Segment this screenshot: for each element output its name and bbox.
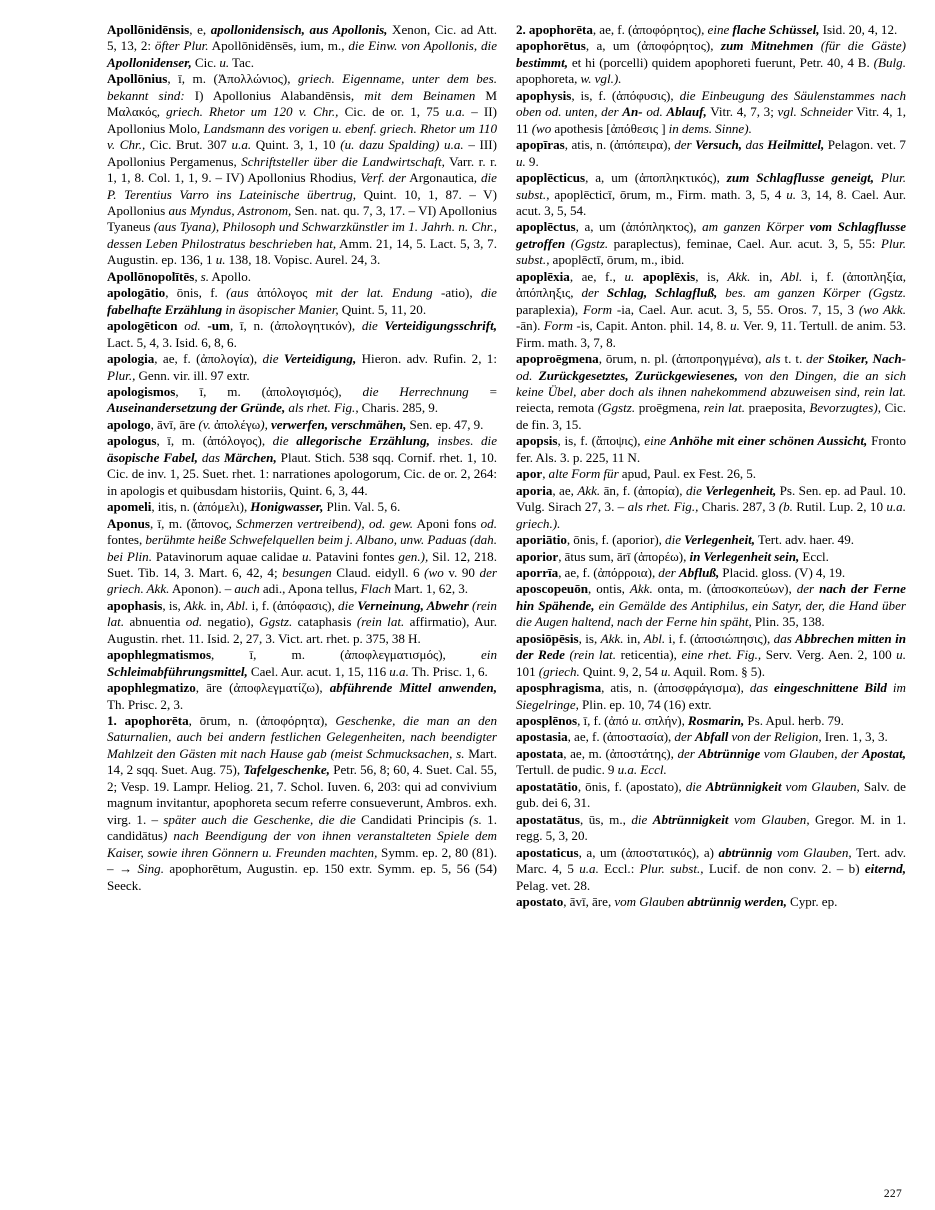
dictionary-entry: apophasis, is, Akk. in, Abl. i, f. (ἀπόφασις), die Verneinung, Abwehr (rein lat. abnuentia od. negatio), Ggstz. cataphasis (rein lat. affirmatio), Aur. Augustin. rhet. 11. Isid. 2, 27, 3. Vict. art. rhet. p. 375, 38 H. (107, 597, 497, 646)
dictionary-entry: apoplēcticus, a, um (ἀποπληκτικός), zum Schlagflusse geneigt, Plur. subst., apoplēcticī, ōrum, m., Firm. math. 3, 5, 4 u. 3, 14, 8. Cael. Aur. acut. 3, 5, 54. (516, 170, 907, 218)
dictionary-entry: aporrīa, ae, f. (ἀπόρροια), der Abfluß, Placid. gloss. (V) 4, 19. (516, 564, 846, 580)
dictionary-entry: apostasia, ae, f. (ἀποστασία), der Abfall von der Religion, Iren. 1, 3, 3. (516, 729, 888, 745)
dictionary-entry: apoplēctus, a, um (ἀπόπληκτος), am ganzen Körper vom Schlagflusse getroffen (Ggstz. paraplectus), feminae, Cael. Aur. acut. 3, 5, 55: Plur. subst., apoplēctī, ōrum, m., ibid. (516, 219, 907, 268)
dictionary-entry: apoplēxia, ae, f., u. apoplēxis, is, Akk. in, Abl. i, f. (ἀποπληξία, ἀπόπληξις, der Schlag, Schlagfluß, bes. am ganzen Körper (Ggstz. paraplexia), Form -ia, Cael. Aur. acut. 3, 5, 55. Oros. 7, 15, 3 (wo Akk. -ān). Form -is, Capit. Anton. phil. 14, 8. u. Ver. 9, 11. Tertull. de anim. 53. Firm. math. 3, 7, 8. (516, 268, 907, 350)
dictionary-entry: aposcopeuōn, ontis, Akk. onta, m. (ἀποσκοπεύων), der nach der Ferne hin Spähende, ein Gemälde des Antiphilus, ein Satyr, der, die Hand über die Augen haltend, nach der Ferne hin späht, Plin. 35, 138. (516, 581, 906, 630)
left-text-column (107, 22, 497, 894)
dictionary-entry: apologātio, ōnis, f. (aus ἀπόλογος mit der lat. Endung -atio), die fabelhafte Erzählung in äsopischer Manier, Quint. 5, 11, 20. (107, 285, 497, 317)
dictionary-entry: apopsis, is, f. (ἄποψις), eine Anhöhe mit einer schönen Aussicht, Fronto fer. Als. 3. p. 225, 11 N. (516, 433, 907, 465)
dictionary-entry: 1. apophorēta, ōrum, n. (ἀποφόρητα), Geschenke, die man an den Saturnalien, auch bei andern festlichen Gelegenheiten, nach beendigter Mahlzeit den Gästen mit nach Hause gab (meist Schmucksachen, s. Mart. 14, 2 sqq. Suet. Aug. 75), Tafelgeschenke, Petr. 56, 8; 60, 4. Suet. Cal. 55, 2; Vesp. 19. Lampr. Heliog. 21, 7. Schol. Iuven. 6, 203: qui ad convivium magnum invitantur, apophoreta secum referre consueverunt, Ambros. exh. virg. 1. – später auch die Geschenke, die die Candidati Principis (s. 1. candidātus) nach Beendigung der von ihnen veranstalteten Spiele dem Kaiser, sowie ihren Gönnern u. Freunden machten, Symm. ep. 2, 80 (81). – → Sing. apophorētum, Augustin. ep. 150 extr. Symm. ep. 5, 56 (54) Seeck. (107, 713, 497, 893)
dictionary-entry: aposphragisma, atis, n. (ἀποσφράγισμα), das eingeschnittene Bild im Siegelringe, Plin. ep. 10, 74 (16) extr. (516, 680, 906, 712)
dictionary-entry: apostato, āvī, āre, vom Glauben abtrünnig werden, Cypr. ep. (516, 894, 838, 910)
dictionary-entry: aporiātio, ōnis, f. (aporior), die Verlegenheit, Tert. adv. haer. 49. (516, 532, 855, 548)
dictionary-entry: aposiōpēsis, is, Akk. in, Abl. i, f. (ἀποσιώπησις), das Abbrechen mitten in der Rede (rein lat. reticentia), eine rhet. Fig., Serv. Verg. Aen. 2, 100 u. 101 (griech. Quint. 9, 2, 54 u. Aquil. Rom. § 5). (516, 630, 906, 679)
dictionary-entry: apophorētus, a, um (ἀποφόρητος), zum Mitnehmen (für die Gäste) bestimmt, et hi (porcelli) quidem apophoreti fuerunt, Petr. 40, 4 B. (Bulg. apophoreta, w. vgl.). (516, 38, 906, 87)
dictionary-entry: apostata, ae, m. (ἀποστάτης), der Abtrünnige vom Glauben, der Apostat, Tertull. de pudic. 9 u.a. Eccl. (516, 745, 906, 778)
dictionary-entry: Aponus, ī, m. (ἄπονος, Schmerzen vertreibend), od. gew. Aponi fons od. fontes, berühmte heiße Schwefelquellen beim j. Albano, unw. Paduas (dah. bei Plin. Patavinorum aquae calidae u. Patavini fontes gen.), Sil. 12, 218. Suet. Tib. 14, 3. Mart. 6, 42, 4; besungen Claud. eidyll. 6 (wo v. 90 der griech. Akk. Aponon). – auch adi., Apona tellus, Flach Mart. 1, 62, 3. (107, 515, 498, 597)
page-number: 227 (883, 1188, 902, 1200)
dictionary-entry: apophysis, is, f. (ἀπόφυσις), die Einbeugung des Säulenstammes nach oben od. unten, der An- od. Ablauf, Vitr. 4, 7, 3; vgl. Schneider Vitr. 4, 1, 11 (wo apothesis [ἀπόθεσις ] in dems. Sinne). (516, 87, 907, 136)
two-column-layout (107, 22, 907, 910)
dictionary-entry: apostaticus, a, um (ἀποστατικός), a) abtrünnig vom Glauben, Tert. adv. Marc. 4, 5 u.a. Eccl.: Plur. subst., Lucif. de non conv. 2. – b) eiternd, Pelag. vet. 28. (516, 844, 907, 893)
dictionary-entry: apologismos, ī, m. (ἀπολογισμός), die Herrechnung = Auseinandersetzung der Gründe, als rhet. Fig., Charis. 285, 9. (107, 383, 497, 416)
dictionary-entry: apostatātus, ūs, m., die Abtrünnigkeit vom Glauben, Gregor. M. in 1. regg. 5, 3, 20. (516, 811, 906, 844)
dictionary-entry: 2. apophorēta, ae, f. (ἀποφόρητος), eine flache Schüssel, Isid. 20, 4, 12. (516, 22, 898, 37)
dictionary-entry: aposplēnos, ī, f. (ἀπό u. σπλήν), Rosmarin, Ps. Apul. herb. 79. (516, 713, 844, 729)
dictionary-entry: Apollōnius, ī, m. (Ἀπολλώνιος), griech. Eigenname, unter dem bes. bekannt sind: I) Apollonius Alabandēnsis, mit dem Beinamen M Μαλακός, griech. Rhetor um 120 v. Chr., Cic. de or. 1, 75 u.a. – II) Apollonius Molo, Landsmann des vorigen u. ebenf. griech. Rhetor um 110 v. Chr., Cic. Brut. 307 u.a. Quint. 3, 1, 10 (u. dazu Spalding) u.a. – III) Apollonius Pergamenus, Schriftsteller über die Landwirtschaft, Varr. r. r. 1, 1, 8. Col. 1, 1, 9. – IV) Apollonius Rhodius, Verf. der Argonautica, die P. Terentius Varro ins Lateinische übertrug, Quint. 10, 1, 87. – V) Apollonius aus Myndus, Astronom, Sen. nat. qu. 7, 3, 17. – VI) Apollonius Tyaneus (aus Tyana), Philosoph und Schwarzkünstler im 1. Jahrh. n. Chr., dessen Leben Philostratus beschrieben hat, Amm. 21, 14, 5. Lact. 5, 3, 7. Augustin. ep. 136, 1 u. 138, 18. Vopisc. Aurel. 24, 3. (107, 71, 497, 268)
dictionary-entry: apophlegmatizo, āre (ἀποφλεγματίζω), abführende Mittel anwenden, Th. Prisc. 2, 3. (107, 680, 497, 712)
dictionary-entry: apopīras, atis, n. (ἀπόπειρα), der Versuch, das Heilmittel, Pelagon. vet. 7 u. 9. (516, 137, 906, 169)
dictionary-entry: aporior, ātus sum, ārī (ἀπορέω), in Verlegenheit sein, Eccl. (516, 548, 829, 564)
dictionary-entry: Apollōnidēnsis, e, apollonidensisch, aus Apollonis, Xenon, Cic. ad Att. 5, 13, 2: öfter Plur. Apollōnidēnsēs, ium, m., die Einw. von Apollonis, die Apollonidenser, Cic. u. Tac. (107, 22, 498, 70)
right-text-column (516, 22, 906, 910)
dictionary-entry: aporia, ae, Akk. ān, f. (ἀπορία), die Verlegenheit, Ps. Sen. ep. ad Paul. 10. Vulg. Sirach 27, 3. – als rhet. Fig., Charis. 287, 3 (b. Rutil. Lup. 2, 10 u.a. griech.). (516, 482, 906, 531)
dictionary-entry: apor, alte Form für apud, Paul. ex Fest. 26, 5. (516, 466, 757, 482)
dictionary-entry: Apollōnopolītēs, s. Apollo. (107, 268, 252, 284)
dictionary-entry: apologia, ae, f. (ἀπολογία), die Verteidigung, Hieron. adv. Rufin. 2, 1: Plur., Genn. vir. ill. 97 extr. (107, 351, 497, 383)
dictionary-entry: apostatātio, ōnis, f. (apostato), die Abtrünnigkeit vom Glauben, Salv. de gub. dei 6, 31. (516, 778, 906, 811)
dictionary-entry: apologēticon od. -um, ī, n. (ἀπολογητικόν), die Verteidigungsschrift, Lact. 5, 4, 3. Isid. 6, 8, 6. (107, 318, 498, 350)
dictionary-entry: apoproēgmena, ōrum, n. pl. (ἀποπροηγμένα), als t. t. der Stoiker, Nach- od. Zurückgesetztes, Zurückgewiesenes, von den Dingen, die an sich keine Übel, aber doch als ihnen nahekommend abzuweisen sind, rein lat. reiecta, remota (Ggstz. proēgmena, rein lat. praeposita, Bevorzugtes), Cic. de fin. 3, 15. (516, 351, 907, 432)
dictionary-entry: apologo, āvī, āre (v. ἀπολέγω), verwerfen, verschmähen, Sen. ep. 47, 9. (107, 416, 484, 432)
dictionary-entry: apophlegmatismos, ī, m. (ἀποφλεγματισμός), ein Schleimabführungsmittel, Cael. Aur. acut. 1, 15, 116 u.a. Th. Prisc. 1, 6. (107, 647, 497, 679)
dictionary-entry: apologus, ī, m. (ἀπόλογος), die allegorische Erzählung, insbes. die äsopische Fabel, das Märchen, Plaut. Stich. 538 sqq. Cornif. rhet. 1, 10. Cic. de inv. 1, 25. Suet. rhet. 1: narrationes apologorum, Cic. de or. 2, 264: in apologis et quibusdam historiis, Quint. 6, 3, 44. (107, 433, 498, 498)
dictionary-entry: apomeli, itis, n. (ἀπόμελι), Honigwasser, Plin. Val. 5, 6. (107, 499, 401, 515)
